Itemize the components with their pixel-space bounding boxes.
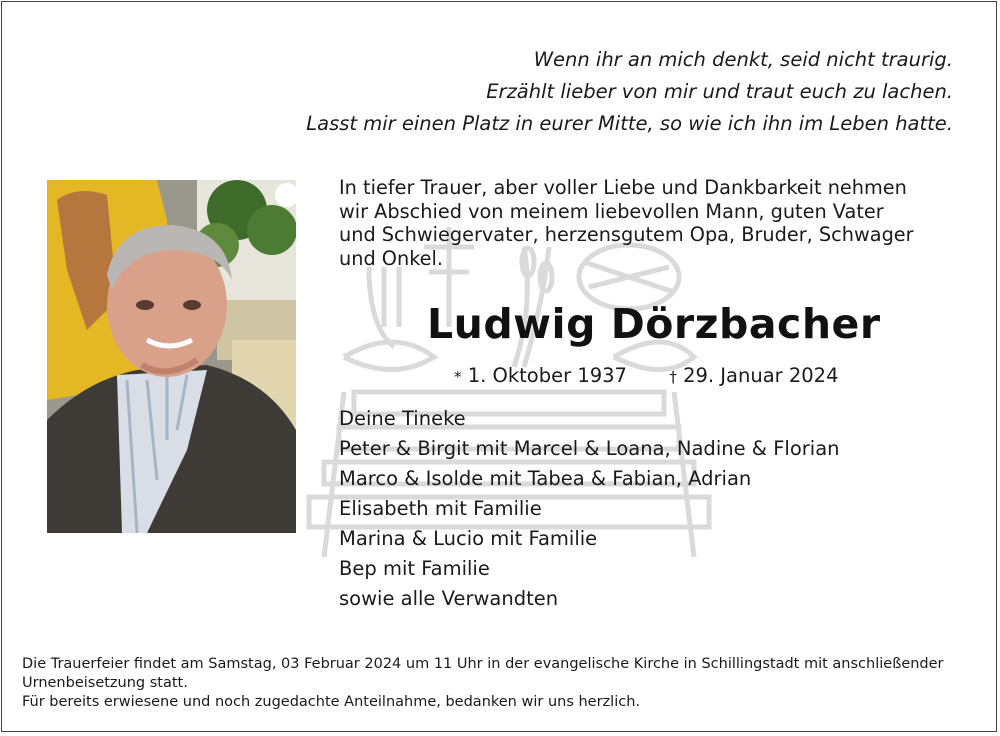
- birth-date: 1. Oktober 1937: [467, 364, 627, 387]
- mourner-item: Marina & Lucio mit Familie: [339, 527, 598, 550]
- death-date: 29. Januar 2024: [683, 364, 839, 387]
- obituary-card: [1, 1, 997, 732]
- death-cross-icon: †: [669, 368, 677, 386]
- intro-line: und Onkel.: [339, 246, 444, 270]
- poem-line: Erzählt lieber von mir und traut euch zu lachen.: [486, 80, 953, 103]
- mourner-item: Peter & Birgit mit Marcel & Loana, Nadine & Florian: [339, 437, 840, 460]
- poem-line: Wenn ihr an mich denkt, seid nicht traurig.: [533, 48, 953, 71]
- mourner-item: Deine Tineke: [339, 407, 466, 430]
- funeral-notice: [22, 655, 982, 712]
- mourner-item: Bep mit Familie: [339, 557, 490, 580]
- footer-line: Die Trauerfeier findet am Samstag, 03 Februar 2024 um 11 Uhr in der evangelische Kirche in Schillingstadt mit anschließender: [22, 656, 944, 672]
- intro-text: [339, 176, 949, 270]
- intro-line: wir Abschied von meinem liebevollen Mann, guten Vater: [339, 199, 884, 223]
- mourners-list: [339, 404, 840, 614]
- mourner-item: Marco & Isolde mit Tabea & Fabian, Adrian: [339, 467, 752, 490]
- portrait-photo-icon: [47, 180, 296, 533]
- intro-line: und Schwiegervater, herzensgutem Opa, Bruder, Schwager: [339, 223, 914, 246]
- poem: [306, 44, 953, 140]
- mourner-item: Elisabeth mit Familie: [339, 497, 542, 520]
- poem-line: Lasst mir einen Platz in eurer Mitte, so wie ich ihn im Leben hatte.: [306, 112, 953, 135]
- deceased-name: Ludwig Dörzbacher: [427, 300, 881, 348]
- footer-line: Für bereits erwiesene und noch zugedachte Anteilnahme, bedanken wir uns herzlich.: [22, 694, 640, 710]
- mourner-item: sowie alle Verwandten: [339, 587, 559, 610]
- birth-symbol-icon: *: [454, 368, 462, 386]
- intro-line: In tiefer Trauer, aber voller Liebe und Dankbarkeit nehmen: [339, 176, 907, 199]
- life-dates: [454, 364, 838, 387]
- footer-line: Urnenbeisetzung statt.: [22, 675, 188, 691]
